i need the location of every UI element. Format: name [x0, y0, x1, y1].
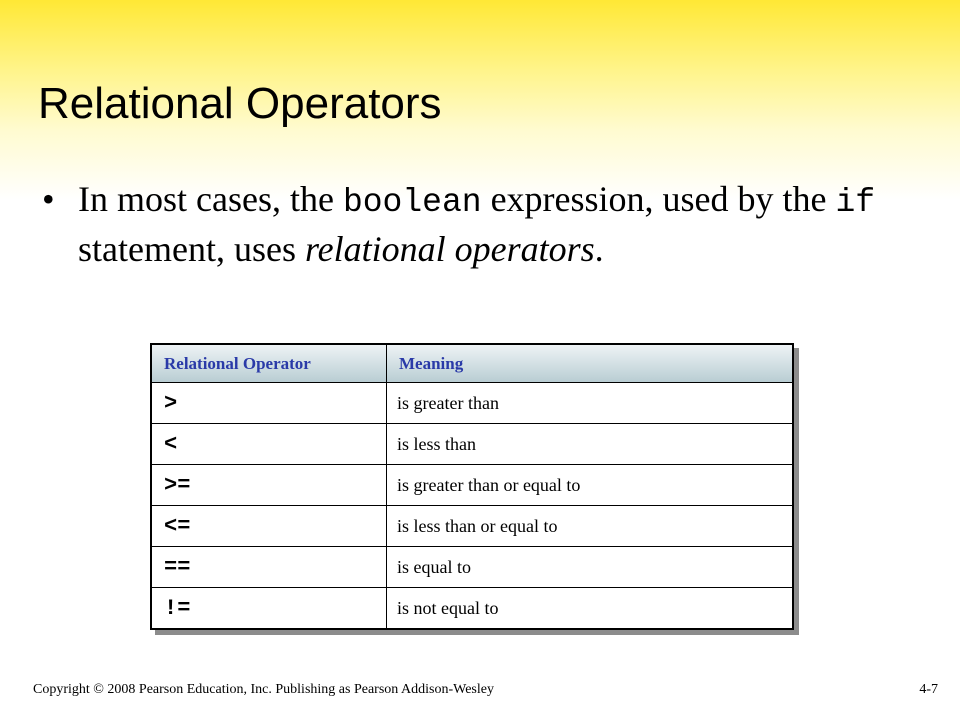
operator-cell: >	[151, 383, 387, 424]
relational-operators-table	[150, 343, 794, 630]
table-row	[151, 465, 793, 506]
slide-title: Relational Operators	[38, 79, 442, 128]
bullet-marker: •	[42, 179, 55, 219]
meaning-cell: is not equal to	[387, 588, 794, 630]
table-row	[151, 383, 793, 424]
header-meaning: Meaning	[387, 344, 794, 383]
copyright-notice: Copyright © 2008 Pearson Education, Inc. Publishing as Pearson Addison-Wesley	[33, 682, 494, 697]
bullet-point	[42, 176, 902, 272]
operator-cell: <=	[151, 506, 387, 547]
emphasized-term: relational operators	[304, 229, 595, 269]
slide-number: 4-7	[919, 682, 938, 697]
operator-cell: >=	[151, 465, 387, 506]
header-relational-operator: Relational Operator	[151, 344, 387, 383]
meaning-cell: is greater than or equal to	[387, 465, 794, 506]
bullet-text-part: In most cases, the	[78, 179, 343, 219]
operator-cell: <	[151, 424, 387, 465]
table-header-row	[151, 344, 793, 383]
bullet-text-part: statement, uses	[78, 229, 305, 269]
operator-cell: ==	[151, 547, 387, 588]
table-row	[151, 588, 793, 630]
code-keyword-if: if	[835, 184, 876, 221]
bullet-text	[78, 176, 902, 272]
bullet-text-part: expression, used by the	[481, 179, 836, 219]
meaning-cell: is less than or equal to	[387, 506, 794, 547]
table-row	[151, 547, 793, 588]
bullet-text-part: .	[594, 229, 604, 269]
meaning-cell: is greater than	[387, 383, 794, 424]
table-row	[151, 506, 793, 547]
meaning-cell: is less than	[387, 424, 794, 465]
code-keyword-boolean: boolean	[342, 184, 482, 221]
table-row	[151, 424, 793, 465]
meaning-cell: is equal to	[387, 547, 794, 588]
operator-cell: !=	[151, 588, 387, 630]
